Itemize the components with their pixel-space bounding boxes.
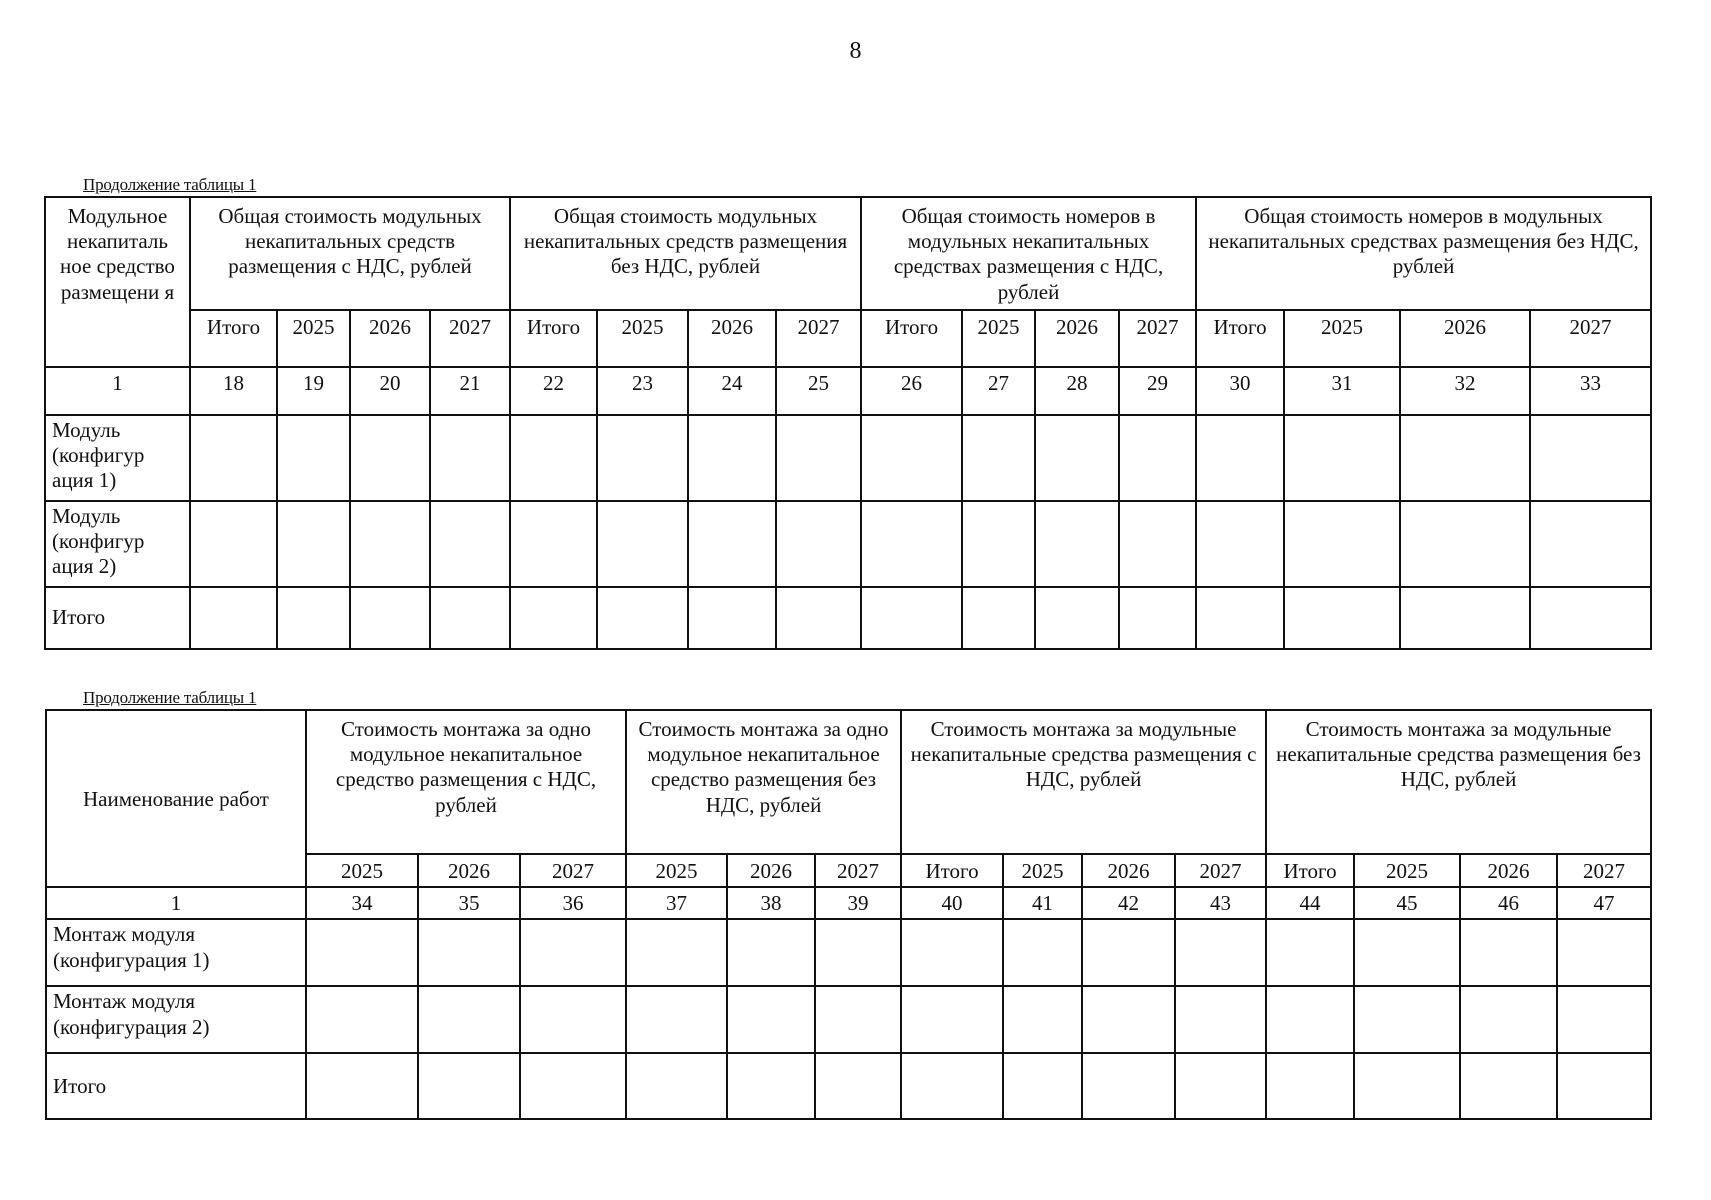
table1-subheader: Итого <box>510 310 597 367</box>
table2-row-label: Итого <box>46 1053 306 1119</box>
table2 <box>45 709 1652 1120</box>
table1-row-label: Модуль (конфигур ация 2) <box>45 501 190 587</box>
table1 <box>44 196 1652 650</box>
table-cell <box>688 501 776 587</box>
table1-column-number: 19 <box>277 367 350 415</box>
table-cell <box>776 587 861 649</box>
table2-column-number: 1 <box>46 887 306 919</box>
table-cell <box>1557 1053 1651 1119</box>
table2-subheader: 2026 <box>727 854 815 887</box>
table2-column-number: 41 <box>1003 887 1082 919</box>
table-cell <box>1175 919 1266 986</box>
table2-subheader: 2026 <box>1460 854 1557 887</box>
table-cell <box>597 501 688 587</box>
table-cell <box>418 919 520 986</box>
table2-column-number: 44 <box>1266 887 1354 919</box>
table1-subheader: 2027 <box>776 310 861 367</box>
table1-column-number: 32 <box>1400 367 1530 415</box>
table-cell <box>1266 919 1354 986</box>
table2-column-number: 47 <box>1557 887 1651 919</box>
table-cell <box>901 986 1003 1053</box>
table-cell <box>901 1053 1003 1119</box>
table-cell <box>350 501 430 587</box>
table-cell <box>597 587 688 649</box>
table1-subheader: 2026 <box>1035 310 1119 367</box>
table-cell <box>1196 415 1284 501</box>
table-cell <box>1196 501 1284 587</box>
table1-row-label: Итого <box>45 587 190 649</box>
table-cell <box>1003 1053 1082 1119</box>
table-cell <box>306 986 418 1053</box>
table-cell <box>1530 587 1651 649</box>
table1-subheader: 2025 <box>277 310 350 367</box>
table1-subheader: Итого <box>190 310 277 367</box>
table-cell <box>1035 415 1119 501</box>
table-cell <box>1284 415 1400 501</box>
table-cell <box>1400 587 1530 649</box>
table-cell <box>520 986 626 1053</box>
table2-group-header: Стоимость монтажа за модульные некапитальные средства размещения без НДС, рублей <box>1266 710 1651 854</box>
table1-subheader: 2025 <box>962 310 1035 367</box>
table2-subheader: 2025 <box>1003 854 1082 887</box>
table-cell <box>1460 986 1557 1053</box>
table-cell <box>520 919 626 986</box>
table1-subheader: 2026 <box>350 310 430 367</box>
table-cell <box>350 415 430 501</box>
table1-column-number: 22 <box>510 367 597 415</box>
table-row <box>46 1053 1651 1119</box>
table1-column-number: 28 <box>1035 367 1119 415</box>
table2-group-header: Стоимость монтажа за модульные некапитальные средства размещения с НДС, рублей <box>901 710 1266 854</box>
table2-column-number: 45 <box>1354 887 1460 919</box>
table1-group-header: Общая стоимость модульных некапитальных средств размещения без НДС, рублей <box>510 197 861 310</box>
table-cell <box>1003 919 1082 986</box>
table2-column-number: 36 <box>520 887 626 919</box>
table1-column-number: 21 <box>430 367 510 415</box>
table2-subheader: 2025 <box>306 854 418 887</box>
table1-column-number: 26 <box>861 367 962 415</box>
table2-group-header: Стоимость монтажа за одно модульное некапитальное средство размещения без НДС, рублей <box>626 710 901 854</box>
table1-column-number: 24 <box>688 367 776 415</box>
table-cell <box>190 501 277 587</box>
table-cell <box>1175 986 1266 1053</box>
table2-subheader: 2027 <box>815 854 901 887</box>
table-cell <box>1082 1053 1175 1119</box>
table-cell <box>626 1053 727 1119</box>
table-cell <box>1035 501 1119 587</box>
table-cell <box>1400 501 1530 587</box>
table-cell <box>626 986 727 1053</box>
table1-caption: Продолжение таблицы 1 <box>83 175 257 194</box>
table-row <box>45 415 1651 501</box>
table-cell <box>520 1053 626 1119</box>
table1-row-label: Модуль (конфигур ация 1) <box>45 415 190 501</box>
table2-first-col-header: Наименование работ <box>46 710 306 887</box>
table-cell <box>901 919 1003 986</box>
table1-subheader: 2025 <box>597 310 688 367</box>
table-cell <box>1284 587 1400 649</box>
table1-subheader: 2026 <box>688 310 776 367</box>
table-cell <box>1119 501 1196 587</box>
table1-group-header: Общая стоимость номеров в модульных некапитальных средствах размещения с НДС, рублей <box>861 197 1196 310</box>
table2-column-number: 42 <box>1082 887 1175 919</box>
table-cell <box>277 501 350 587</box>
table-row <box>45 587 1651 649</box>
table-cell <box>510 501 597 587</box>
table-cell <box>1530 415 1651 501</box>
page-number: 8 <box>849 38 862 64</box>
table-row <box>46 919 1651 986</box>
table-cell <box>1082 919 1175 986</box>
table-cell <box>277 415 350 501</box>
table1-column-number: 33 <box>1530 367 1651 415</box>
table2-column-number: 40 <box>901 887 1003 919</box>
table-cell <box>1119 587 1196 649</box>
table-cell <box>962 415 1035 501</box>
table-cell <box>861 587 962 649</box>
table-cell <box>1460 1053 1557 1119</box>
table2-group-header: Стоимость монтажа за одно модульное некапитальное средство размещения с НДС, рублей <box>306 710 626 854</box>
table2-caption: Продолжение таблицы 1 <box>83 688 257 707</box>
table-cell <box>306 919 418 986</box>
table1-group-header: Общая стоимость номеров в модульных некапитальных средствах размещения без НДС, рублей <box>1196 197 1651 310</box>
table-cell <box>815 1053 901 1119</box>
table2-subheader: 2025 <box>626 854 727 887</box>
table1-subheader: 2027 <box>430 310 510 367</box>
table-cell <box>1119 415 1196 501</box>
table-cell <box>815 919 901 986</box>
table1-group-header: Общая стоимость модульных некапитальных средств размещения с НДС, рублей <box>190 197 510 310</box>
table-cell <box>727 986 815 1053</box>
table1-first-col-header: Модульное некапиталь ное средство размещени я <box>45 197 190 367</box>
table2-subheader: Итого <box>901 854 1003 887</box>
table-cell <box>430 415 510 501</box>
table2-subheader: Итого <box>1266 854 1354 887</box>
table-cell <box>1035 587 1119 649</box>
table2-column-number: 34 <box>306 887 418 919</box>
table-cell <box>815 986 901 1053</box>
table2-subheader: 2027 <box>1175 854 1266 887</box>
table2-row-label: Монтаж модуля (конфигурация 1) <box>46 919 306 986</box>
table-cell <box>962 501 1035 587</box>
table-cell <box>306 1053 418 1119</box>
table2-column-number: 37 <box>626 887 727 919</box>
table1-subheader: Итого <box>861 310 962 367</box>
table-cell <box>1530 501 1651 587</box>
table1-subheader: 2027 <box>1119 310 1196 367</box>
table-cell <box>688 415 776 501</box>
table-cell <box>190 415 277 501</box>
table2-subheader: 2027 <box>520 854 626 887</box>
table-cell <box>1196 587 1284 649</box>
table-cell <box>1266 986 1354 1053</box>
table1-subheader: Итого <box>1196 310 1284 367</box>
table-cell <box>1354 986 1460 1053</box>
table1-column-number: 30 <box>1196 367 1284 415</box>
table-cell <box>350 587 430 649</box>
table-cell <box>776 501 861 587</box>
table-cell <box>430 501 510 587</box>
table-cell <box>962 587 1035 649</box>
table-cell <box>626 919 727 986</box>
table-cell <box>727 1053 815 1119</box>
table1-subheader: 2026 <box>1400 310 1530 367</box>
table-cell <box>727 919 815 986</box>
table-cell <box>1082 986 1175 1053</box>
table-cell <box>1400 415 1530 501</box>
table2-subheader: 2025 <box>1354 854 1460 887</box>
table-cell <box>418 986 520 1053</box>
table-cell <box>1354 919 1460 986</box>
table1-column-number: 1 <box>45 367 190 415</box>
table1-subheader: 2025 <box>1284 310 1400 367</box>
table2-column-number: 38 <box>727 887 815 919</box>
table2-column-number: 39 <box>815 887 901 919</box>
table1-column-number: 31 <box>1284 367 1400 415</box>
table-cell <box>776 415 861 501</box>
table-cell <box>1284 501 1400 587</box>
table-cell <box>277 587 350 649</box>
table1-column-number: 27 <box>962 367 1035 415</box>
table-cell <box>1354 1053 1460 1119</box>
table-row <box>46 986 1651 1053</box>
table1-column-number: 20 <box>350 367 430 415</box>
table-cell <box>510 587 597 649</box>
table1-column-number: 29 <box>1119 367 1196 415</box>
table-cell <box>1266 1053 1354 1119</box>
table-cell <box>418 1053 520 1119</box>
table-cell <box>430 587 510 649</box>
table1-subheader: 2027 <box>1530 310 1651 367</box>
table2-column-number: 46 <box>1460 887 1557 919</box>
table-cell <box>1003 986 1082 1053</box>
table1-column-number: 23 <box>597 367 688 415</box>
table-cell <box>861 501 962 587</box>
table-cell <box>190 587 277 649</box>
table-cell <box>1557 986 1651 1053</box>
table-cell <box>688 587 776 649</box>
table2-subheader: 2026 <box>1082 854 1175 887</box>
table-cell <box>510 415 597 501</box>
table2-column-number: 35 <box>418 887 520 919</box>
table2-column-number: 43 <box>1175 887 1266 919</box>
table1-column-number: 18 <box>190 367 277 415</box>
table-cell <box>597 415 688 501</box>
table-cell <box>1557 919 1651 986</box>
table2-subheader: 2027 <box>1557 854 1651 887</box>
table-cell <box>861 415 962 501</box>
table1-column-number: 25 <box>776 367 861 415</box>
table-row <box>45 501 1651 587</box>
table2-row-label: Монтаж модуля (конфигурация 2) <box>46 986 306 1053</box>
table2-subheader: 2026 <box>418 854 520 887</box>
table-cell <box>1175 1053 1266 1119</box>
table-cell <box>1460 919 1557 986</box>
